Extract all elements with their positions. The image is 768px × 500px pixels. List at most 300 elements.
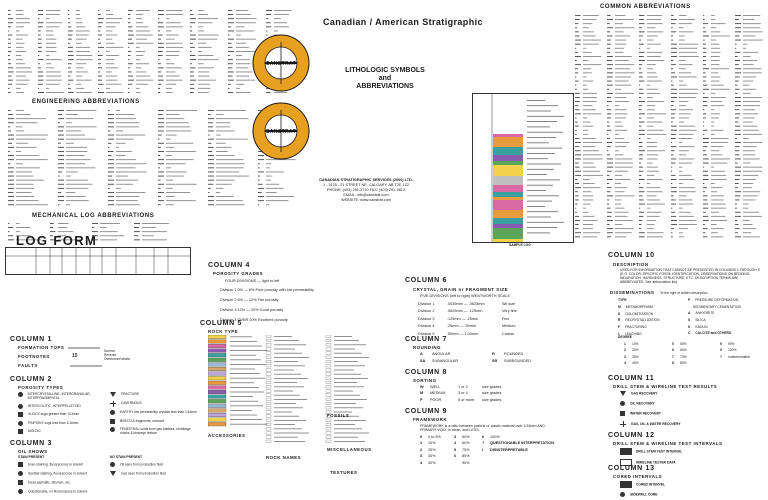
lithology-band	[493, 147, 523, 155]
abbrev-code-mark	[671, 232, 672, 233]
abbrev-meaning-mark	[116, 135, 145, 136]
strip-annotation-mark	[527, 100, 545, 101]
abbrev-code-mark	[575, 93, 580, 94]
abbrev-code-mark	[735, 48, 736, 49]
abbrev-meaning-mark	[743, 191, 760, 192]
abbrev-meaning-mark	[647, 56, 661, 57]
abbrev-meaning-mark	[16, 10, 23, 11]
abbrev-code-mark	[108, 131, 110, 132]
abbrev-code-mark	[639, 228, 641, 229]
abbrev-meaning-mark	[136, 92, 141, 93]
abbrev-code-mark	[671, 228, 674, 229]
abbrev-code-mark	[68, 47, 73, 48]
abbrev-code-mark	[607, 40, 611, 41]
column13-title: COLUMN 13	[608, 465, 655, 472]
abbrev-meaning-mark	[615, 236, 626, 237]
abbrev-code-mark	[703, 200, 707, 201]
abbrev-meaning-mark	[198, 76, 210, 77]
symbol-name-mark	[274, 361, 298, 362]
column9-subtitle: FRAMEWORK	[413, 417, 448, 422]
strip-annotation-mark	[527, 148, 562, 149]
abbrev-meaning-mark	[16, 35, 28, 36]
abbrev-code-mark	[575, 36, 579, 37]
abbrev-code-mark	[703, 154, 707, 155]
abbrev-code-mark	[258, 167, 259, 168]
abbrev-code-mark	[735, 122, 738, 123]
spotted-stain-icon	[18, 471, 23, 476]
abbrev-meaning-mark	[615, 97, 626, 98]
abbrev-meaning-mark	[16, 180, 44, 181]
abbrev-meaning-mark	[106, 14, 113, 15]
abbrev-meaning-mark	[743, 126, 758, 127]
grain-division: Division 3	[418, 316, 435, 321]
abbrev-meaning-mark	[615, 85, 631, 86]
symbol-mark	[326, 427, 331, 430]
degree-pct: Indeterminable	[728, 354, 750, 359]
abbrev-code-mark	[639, 224, 642, 225]
symbol-name-mark	[274, 424, 295, 425]
abbrev-meaning-mark	[198, 31, 204, 32]
abbrev-meaning-mark	[679, 220, 696, 221]
abbrev-code-mark	[607, 232, 613, 233]
abbrev-meaning-mark	[76, 18, 81, 19]
abbrev-code-mark	[703, 146, 707, 147]
abbrev-code-mark	[128, 55, 131, 56]
abbrev-code-mark	[575, 138, 579, 139]
abbrev-meaning-mark	[679, 48, 697, 49]
abbrev-meaning-mark	[679, 85, 687, 86]
lithology-band	[493, 161, 523, 165]
abbrev-meaning-mark	[76, 67, 84, 68]
abbrev-meaning-mark	[583, 228, 593, 229]
abbrev-code-mark	[607, 183, 609, 184]
abbrev-code-mark	[607, 122, 609, 123]
abbrev-meaning-mark	[743, 60, 757, 61]
abbrev-meaning-mark	[16, 43, 25, 44]
type-key: F	[618, 325, 621, 330]
column13-subtitle: CORED INTERVALS	[613, 474, 663, 479]
symbol-mark	[326, 356, 331, 359]
abbrev-meaning-mark	[236, 67, 249, 68]
abbrev-meaning-mark	[679, 171, 682, 172]
abbrev-code-mark	[639, 204, 645, 205]
abbrev-code-mark	[703, 179, 709, 180]
symbol-mark	[266, 373, 271, 376]
grain-name: Silt size	[502, 302, 516, 306]
abbrev-meaning-mark	[116, 131, 123, 132]
abbrev-meaning-mark	[679, 15, 686, 16]
rock-type-swatch	[208, 418, 226, 422]
abbrev-meaning-mark	[198, 47, 212, 48]
abbrev-code-mark	[58, 159, 64, 160]
abbrev-meaning-mark	[116, 184, 133, 185]
abbrev-meaning-mark	[16, 55, 21, 56]
abbrev-meaning-mark	[136, 10, 150, 11]
abbrev-code-mark	[8, 231, 9, 232]
no-stain-present-label: NO STAIN PRESENT	[110, 455, 142, 459]
abbrev-code-mark	[639, 19, 644, 20]
abbrev-code-mark	[671, 122, 673, 123]
abbrev-code-mark	[228, 67, 232, 68]
abbrev-code-mark	[134, 223, 140, 224]
sample-log-strip	[472, 93, 574, 243]
abbrev-meaning-mark	[46, 72, 61, 73]
abbrev-meaning-mark	[743, 236, 760, 237]
abbrev-code-mark	[575, 89, 577, 90]
framework-key: 5	[454, 447, 457, 452]
abbrev-meaning-mark	[615, 77, 631, 78]
symbol-name-mark	[334, 353, 362, 354]
abbrev-meaning-mark	[711, 212, 719, 213]
porosity-grade: Division 4 OVER 20% Excellent porosity	[220, 317, 288, 322]
abbrev-meaning-mark	[16, 51, 26, 52]
abbrev-meaning-mark	[743, 130, 759, 131]
abbrev-meaning-mark	[647, 118, 654, 119]
abbrev-meaning-mark	[647, 122, 663, 123]
abbrev-code-mark	[575, 195, 579, 196]
rock-type-name-mark	[230, 419, 262, 420]
abbrev-code-mark	[639, 200, 644, 201]
abbrev-code-mark	[38, 67, 41, 68]
symbol-name-mark	[274, 365, 305, 366]
abbrev-meaning-mark	[743, 52, 758, 53]
abbrev-meaning-mark	[647, 212, 662, 213]
abbrev-code-mark	[98, 14, 101, 15]
drill-stem-test-icon	[620, 448, 632, 455]
abbrev-meaning-mark	[583, 77, 587, 78]
abbrev-meaning-mark	[216, 131, 235, 132]
abbrev-meaning-mark	[615, 15, 625, 16]
degree-table	[624, 342, 750, 366]
abbrev-code-mark	[38, 80, 44, 81]
abbrev-meaning-mark	[583, 97, 597, 98]
abbrev-meaning-mark	[136, 55, 143, 56]
abbrev-code-mark	[158, 43, 164, 44]
rock-type-name-mark	[230, 415, 257, 416]
abbrev-meaning-mark	[66, 180, 88, 181]
abbrev-code-mark	[671, 68, 673, 69]
abbrev-meaning-mark	[236, 43, 246, 44]
abbrev-meaning-mark	[679, 23, 692, 24]
abbrev-meaning-mark	[679, 216, 694, 217]
abbrev-code-mark	[228, 14, 233, 15]
symbol-name-mark	[334, 344, 366, 345]
abbrev-code-mark	[607, 187, 611, 188]
abbrev-meaning-mark	[236, 88, 240, 89]
abbrev-code-mark	[266, 22, 271, 23]
abbrev-code-mark	[68, 10, 69, 11]
symbol-name-mark	[274, 374, 301, 375]
symbol-mark	[266, 377, 271, 380]
abbrev-code-mark	[208, 114, 211, 115]
abbrev-meaning-mark	[46, 35, 54, 36]
abbrev-meaning-mark	[583, 36, 596, 37]
abbrev-meaning-mark	[679, 89, 698, 90]
abbrev-meaning-mark	[615, 109, 626, 110]
abbrev-meaning-mark	[16, 155, 39, 156]
abbrev-meaning-mark	[615, 23, 623, 24]
abbrev-meaning-mark	[116, 192, 145, 193]
abbrev-meaning-mark	[615, 175, 622, 176]
abbrev-meaning-mark	[46, 31, 53, 32]
abbrev-code-mark	[703, 191, 705, 192]
abbrev-meaning-mark	[647, 48, 650, 49]
abbrev-code-mark	[639, 126, 641, 127]
abbrev-meaning-mark	[615, 228, 634, 229]
symbol-mark	[266, 339, 271, 342]
test-result: OIL RECOVERY	[630, 401, 655, 406]
abbrev-code-mark	[639, 208, 640, 209]
symbol-mark	[326, 402, 331, 405]
abbrev-code-mark	[639, 97, 641, 98]
abbrev-code-mark	[128, 22, 130, 23]
abbrev-code-mark	[158, 10, 164, 11]
abbrev-code-mark	[735, 23, 741, 24]
abbrev-meaning-mark	[16, 80, 30, 81]
abbrev-code-mark	[58, 176, 60, 177]
abbrev-code-mark	[158, 139, 160, 140]
framework-pct: 75%	[462, 447, 470, 452]
abbrev-code-mark	[208, 167, 214, 168]
abbrev-code-mark	[68, 18, 70, 19]
strip-annotation-mark	[527, 116, 564, 117]
abbrev-meaning-mark	[743, 171, 762, 172]
abbrev-meaning-mark	[216, 110, 246, 111]
abbrev-meaning-mark	[216, 200, 243, 201]
abbrev-meaning-mark	[743, 109, 755, 110]
symbol-name-mark	[274, 420, 306, 421]
abbrev-code-mark	[8, 159, 14, 160]
abbrev-meaning-mark	[615, 19, 634, 20]
abbrev-code-mark	[703, 163, 709, 164]
abbrev-code-mark	[8, 118, 14, 119]
abbrev-code-mark	[735, 179, 740, 180]
abbrev-code-mark	[228, 76, 233, 77]
abbrev-meaning-mark	[46, 59, 62, 60]
symbol-name-mark	[274, 412, 292, 413]
abbrev-code-mark	[158, 122, 164, 123]
symbol-mark	[266, 348, 271, 351]
abbrev-code-mark	[735, 93, 738, 94]
sorting-value: WELL	[430, 385, 441, 389]
column4-subtitle: POROSITY GRADES	[213, 271, 264, 276]
abbrev-code-mark	[607, 89, 609, 90]
symbol-mark	[326, 343, 331, 346]
degree-pct: 20%	[632, 348, 639, 353]
abbrev-meaning-mark	[583, 163, 593, 164]
strip-annotation-mark	[527, 121, 557, 122]
log-form-frame	[5, 247, 191, 275]
sorting-value: POOR	[430, 397, 442, 402]
abbrev-meaning-mark	[266, 172, 284, 173]
abbrev-meaning-mark	[615, 195, 634, 196]
svg-text:15: 15	[72, 353, 78, 359]
abbrev-meaning-mark	[166, 114, 180, 115]
abbrev-code-mark	[8, 172, 14, 173]
abbrev-code-mark	[639, 85, 640, 86]
abbrev-meaning-mark	[583, 146, 595, 147]
degree-key: ?	[720, 354, 723, 359]
abbrev-meaning-mark	[583, 130, 588, 131]
abbrev-meaning-mark	[66, 131, 81, 132]
abbrev-meaning-mark	[166, 59, 170, 60]
abbrev-code-mark	[190, 55, 195, 56]
grain-range: .25mm — .50mm	[447, 324, 477, 329]
porosity-type: PINPOINT-vugs less than 1/16mm	[28, 420, 79, 425]
dissemination-type: LEACHING	[625, 331, 642, 336]
abbrev-code-mark	[607, 224, 610, 225]
abbrev-code-mark	[607, 36, 612, 37]
test-result: WATER RECOVERY	[630, 411, 661, 416]
abbrev-meaning-mark	[198, 72, 209, 73]
abbrev-code-mark	[98, 76, 102, 77]
abbrev-code-mark	[128, 76, 133, 77]
symbol-mark	[326, 360, 331, 363]
abbrev-code-mark	[735, 31, 741, 32]
symbol-name-mark	[334, 420, 366, 421]
abbrev-meaning-mark	[647, 224, 654, 225]
sun-logo-icon	[250, 32, 312, 94]
abbrev-code-mark	[607, 44, 611, 45]
abbrev-code-mark	[703, 72, 706, 73]
oil-show: Questionable, no fluorescence in solvent	[28, 489, 88, 494]
abbrev-meaning-mark	[16, 143, 28, 144]
abbrev-meaning-mark	[615, 220, 633, 221]
abbrev-meaning-mark	[106, 72, 112, 73]
abbrev-meaning-mark	[16, 14, 23, 15]
symbol-name-mark	[334, 386, 364, 387]
abbrev-meaning-mark	[116, 147, 119, 148]
column4-grades	[220, 288, 314, 323]
abbrev-code-mark	[108, 204, 114, 205]
symbol-mark	[266, 436, 271, 439]
abbrev-meaning-mark	[743, 212, 759, 213]
symbol-name-mark	[274, 340, 299, 341]
abbrev-code-mark	[8, 114, 13, 115]
abbrev-meaning-mark	[679, 138, 692, 139]
abbrev-meaning-mark	[216, 143, 226, 144]
abbrev-code-mark	[735, 72, 741, 73]
abbrev-code-mark	[128, 31, 133, 32]
abbrev-meaning-mark	[236, 76, 249, 77]
abbrev-meaning-mark	[166, 63, 174, 64]
abbrev-meaning-mark	[266, 163, 271, 164]
lithology-band	[493, 165, 523, 176]
abbrev-meaning-mark	[647, 167, 658, 168]
abbrev-code-mark	[671, 171, 672, 172]
abbrev-meaning-mark	[76, 22, 82, 23]
abbrev-meaning-mark	[711, 130, 723, 131]
abbrev-code-mark	[208, 180, 214, 181]
abbrev-code-mark	[575, 15, 581, 16]
abbrev-code-mark	[208, 147, 213, 148]
abbrev-code-mark	[208, 184, 213, 185]
abbrev-meaning-mark	[583, 134, 588, 135]
abbrev-meaning-mark	[711, 232, 718, 233]
abbrev-code-mark	[58, 155, 64, 156]
abbrev-code-mark	[607, 191, 610, 192]
abbrev-code-mark	[607, 105, 609, 106]
abbrev-meaning-mark	[16, 204, 48, 205]
abbrev-code-mark	[607, 228, 613, 229]
abbrev-code-mark	[703, 232, 705, 233]
abbrev-code-mark	[703, 97, 708, 98]
abbrev-meaning-mark	[216, 159, 244, 160]
symbol-name-mark	[334, 357, 369, 358]
abbrev-meaning-mark	[647, 126, 653, 127]
degree-key: X	[720, 348, 723, 353]
abbrev-meaning-mark	[679, 200, 692, 201]
abbrev-meaning-mark	[166, 80, 183, 81]
oil-show: Gas seen from production fluid	[121, 471, 166, 476]
water-recovery-icon	[620, 411, 625, 416]
abbrev-code-mark	[208, 139, 214, 140]
abbrev-code-mark	[8, 59, 10, 60]
abbrev-code-mark	[208, 131, 214, 132]
sorting-value: MEDIUM	[430, 391, 446, 396]
abbrev-meaning-mark	[16, 192, 32, 193]
abbrev-meaning-mark	[76, 55, 92, 56]
abbrev-code-mark	[607, 23, 610, 24]
abbrev-code-mark	[575, 150, 581, 151]
abbrev-code-mark	[671, 146, 676, 147]
degree-pct: 10%	[632, 342, 639, 346]
abbrev-code-mark	[639, 138, 640, 139]
abbrev-code-mark	[735, 142, 741, 143]
abbrev-code-mark	[190, 14, 194, 15]
abbrev-code-mark	[607, 56, 613, 57]
abbrev-meaning-mark	[647, 159, 658, 160]
column12-title: COLUMN 12	[608, 432, 655, 439]
abbrev-meaning-mark	[615, 204, 621, 205]
abbrev-meaning-mark	[100, 223, 120, 224]
abbrev-meaning-mark	[46, 92, 64, 93]
abbrev-meaning-mark	[647, 216, 660, 217]
abbrev-code-mark	[671, 85, 674, 86]
rounding-value: SUBROUNDED	[504, 358, 532, 363]
abbrev-meaning-mark	[216, 204, 244, 205]
abbrev-meaning-mark	[647, 23, 663, 24]
abbrev-meaning-mark	[166, 55, 179, 56]
abbrev-code-mark	[58, 122, 60, 123]
abbrev-meaning-mark	[679, 126, 695, 127]
abbrev-code-mark	[58, 143, 61, 144]
dissemination-type: FRACTURING	[625, 325, 647, 330]
abbrev-code-mark	[607, 175, 609, 176]
logo-text-bottom: CANSTRAT	[265, 129, 297, 135]
abbrev-meaning-mark	[583, 19, 597, 20]
abbrev-code-mark	[228, 43, 232, 44]
abbrev-code-mark	[190, 51, 192, 52]
abbrev-code-mark	[607, 118, 611, 119]
abbrev-code-mark	[190, 63, 192, 64]
abbrev-meaning-mark	[46, 51, 56, 52]
abbrev-meaning-mark	[583, 216, 594, 217]
rock-type-swatch	[208, 390, 226, 394]
abbrev-meaning-mark	[166, 143, 193, 144]
textures-label: TEXTURES	[330, 470, 358, 475]
abbrev-code-mark	[92, 223, 98, 224]
abbrev-code-mark	[735, 56, 738, 57]
abbrev-meaning-mark	[583, 126, 593, 127]
abbrev-code-mark	[158, 167, 160, 168]
abbrev-code-mark	[58, 110, 64, 111]
grain-division: Division 1	[418, 302, 435, 306]
abbrev-meaning-mark	[583, 224, 593, 225]
lithology-band	[493, 218, 523, 224]
degree-label: DEGREE	[618, 335, 632, 339]
rock-type-name-mark	[230, 410, 252, 411]
